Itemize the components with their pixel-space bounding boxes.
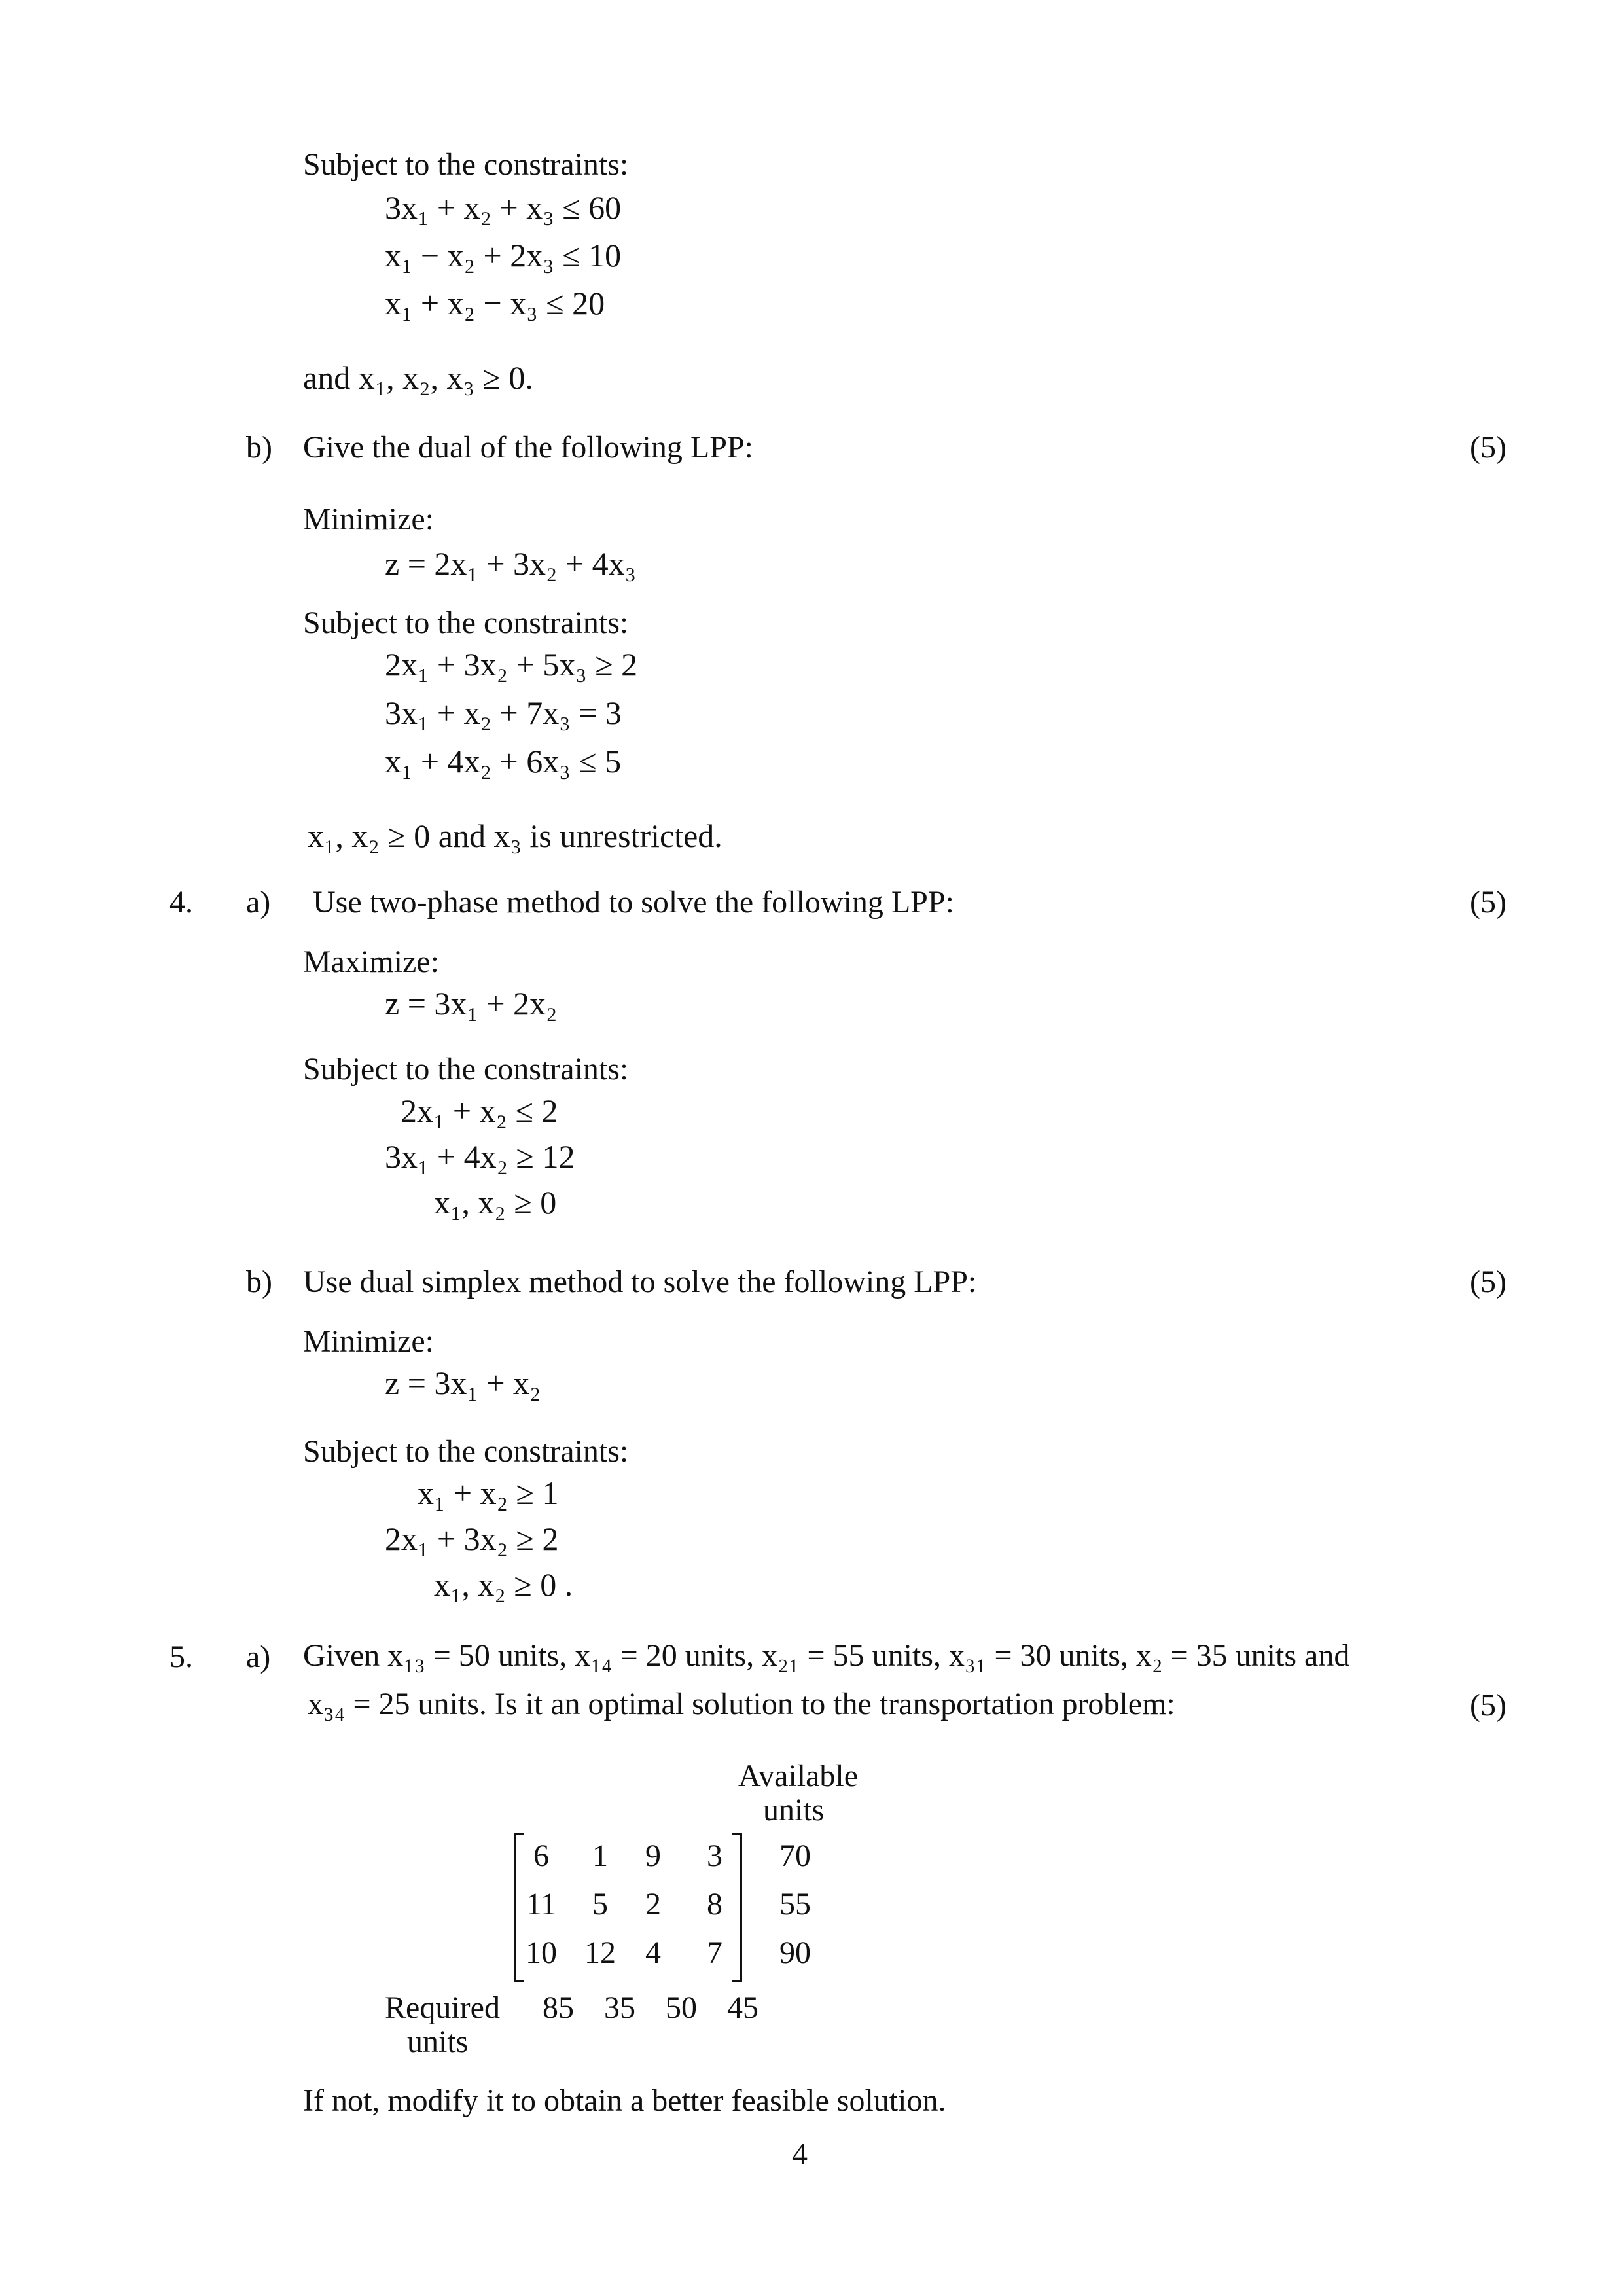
q5a-line2: x₃₄ = 25 units. Is it an optimal solution to the transportation problem: <box>308 1687 1175 1721</box>
q4a-objective-heading: Maximize: <box>303 944 439 979</box>
q4a-text: Use two-phase method to solve the following LPP: <box>313 885 954 920</box>
q5a-label: a) <box>246 1640 271 1674</box>
q4a-constraint-2: 3x₁ + 4x₂ ≥ 12 <box>385 1138 575 1175</box>
q4b-label: b) <box>246 1265 272 1299</box>
constraint-1: 3x₁ + x₂ + x₃ ≤ 60 <box>385 189 622 226</box>
q3b-nonnegativity: x₁, x₂ ≥ 0 and x₃ is unrestricted. <box>308 817 722 854</box>
q3b-constraint-3: x₁ + 4x₂ + 6x₃ ≤ 5 <box>385 743 622 780</box>
q4b-constraint-1: x₁ + x₂ ≥ 1 <box>418 1475 559 1511</box>
available-value: 90 <box>779 1935 811 1970</box>
q4b-constraint-3: x₁, x₂ ≥ 0 . <box>434 1566 573 1603</box>
matrix-cell: 5 <box>592 1887 608 1922</box>
matrix-cell: 8 <box>707 1887 722 1922</box>
constraints-heading: Subject to the constraints: <box>303 147 629 182</box>
q4a-constraints-heading: Subject to the constraints: <box>303 1052 629 1086</box>
matrix-cell: 9 <box>645 1839 661 1873</box>
q4a-constraint-1: 2x₁ + x₂ ≤ 2 <box>401 1092 558 1129</box>
q4b-text: Use dual simplex method to solve the following LPP: <box>303 1265 977 1299</box>
page-number: 4 <box>792 2137 808 2172</box>
q4b-objective: z = 3x₁ + x₂ <box>385 1365 541 1401</box>
matrix-cell: 2 <box>645 1887 661 1922</box>
constraint-2: x₁ − x₂ + 2x₃ ≤ 10 <box>385 237 622 274</box>
available-label-line1: Available <box>738 1759 859 1793</box>
required-value: 85 <box>543 1990 574 2025</box>
q4a-marks: (5) <box>1470 885 1507 920</box>
required-value: 45 <box>727 1990 758 2025</box>
q3b-label: b) <box>246 430 272 465</box>
available-value: 55 <box>779 1887 811 1922</box>
q3b-marks: (5) <box>1470 430 1507 465</box>
q3b-constraints-heading: Subject to the constraints: <box>303 605 629 640</box>
matrix-cell: 11 <box>526 1887 557 1922</box>
matrix-cell: 10 <box>526 1935 557 1970</box>
q4a-label: a) <box>246 885 271 920</box>
q5a-footer: If not, modify it to obtain a better feasible solution. <box>303 2083 946 2118</box>
q4b-constraints-heading: Subject to the constraints: <box>303 1434 629 1469</box>
required-value: 35 <box>604 1990 635 2025</box>
required-label-line2: units <box>407 2024 469 2059</box>
q4b-constraint-2: 2x₁ + 3x₂ ≥ 2 <box>385 1520 559 1557</box>
q4a-objective: z = 3x₁ + 2x₂ <box>385 985 558 1022</box>
required-label-line1: Required <box>385 1990 500 2025</box>
q3b-objective: z = 2x₁ + 3x₂ + 4x₃ <box>385 545 637 582</box>
available-label-line2: units <box>763 1793 825 1827</box>
available-value: 70 <box>779 1839 811 1873</box>
q3b-text: Give the dual of the following LPP: <box>303 430 753 465</box>
q4b-marks: (5) <box>1470 1265 1507 1299</box>
matrix-cell: 1 <box>592 1839 608 1873</box>
matrix-cell: 3 <box>707 1839 722 1873</box>
matrix-cell: 12 <box>584 1935 616 1970</box>
nonnegativity: and x₁, x₂, x₃ ≥ 0. <box>303 359 533 396</box>
matrix-cell: 7 <box>707 1935 722 1970</box>
q5-number: 5. <box>169 1640 193 1674</box>
q3b-objective-heading: Minimize: <box>303 502 434 537</box>
constraint-3: x₁ + x₂ − x₃ ≤ 20 <box>385 285 605 321</box>
q3b-constraint-2: 3x₁ + x₂ + 7x₃ = 3 <box>385 694 622 731</box>
required-value: 50 <box>666 1990 697 2025</box>
q4b-objective-heading: Minimize: <box>303 1324 434 1359</box>
matrix-cell: 6 <box>533 1839 549 1873</box>
q5a-marks: (5) <box>1470 1688 1507 1723</box>
matrix-cell: 4 <box>645 1935 661 1970</box>
q5a-line1: Given x₁₃ = 50 units, x₁₄ = 20 units, x₂₁ = 55 units, x₃₁ = 30 units, x₂ = 35 units and <box>303 1638 1350 1673</box>
q4-number: 4. <box>169 885 193 920</box>
q4a-constraint-3: x₁, x₂ ≥ 0 <box>434 1184 557 1221</box>
q3b-constraint-1: 2x₁ + 3x₂ + 5x₃ ≥ 2 <box>385 646 638 683</box>
